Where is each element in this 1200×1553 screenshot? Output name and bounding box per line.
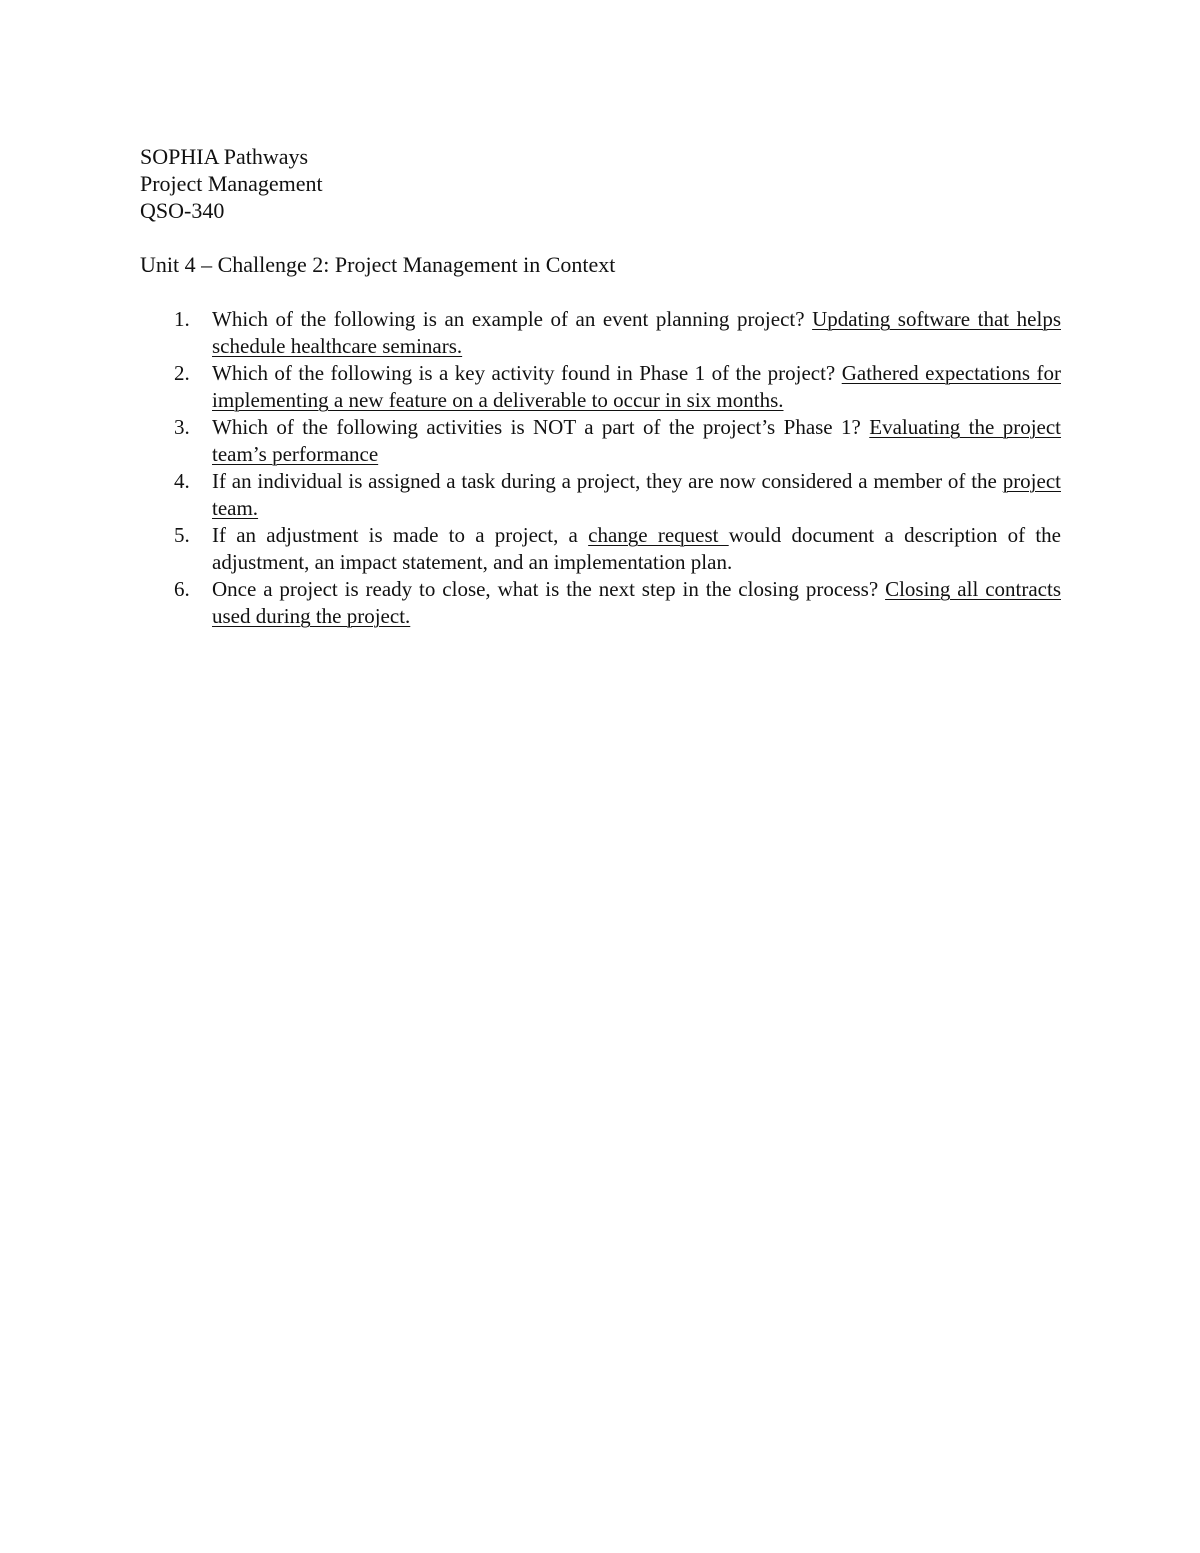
question-text-continued: would document a description of the adjustment, an impact statement, and an implementation plan.	[212, 523, 1062, 574]
question-text: Which of the following activities is NOT a part of the project’s Phase 1?	[212, 415, 870, 439]
question-item	[140, 522, 1061, 576]
question-text: Which of the following is a key activity found in Phase 1 of the project?	[212, 361, 842, 385]
answer-text: Closing all contracts used during the project.	[212, 577, 1061, 628]
assignment-title: Unit 4 – Challenge 2: Project Management in Context	[140, 252, 616, 277]
question-text: Which of the following is an example of an event planning project?	[212, 307, 813, 331]
question-list	[140, 306, 1061, 630]
question-number: 3.	[174, 415, 190, 439]
question-item	[140, 306, 1061, 360]
header-course-name: Project Management	[140, 171, 323, 196]
document-header	[140, 143, 323, 224]
question-number: 1.	[174, 307, 190, 331]
question-text: Once a project is ready to close, what is the next step in the closing process?	[212, 577, 886, 601]
question-item	[140, 414, 1061, 468]
answer-text: project team.	[212, 469, 1061, 520]
question-item	[140, 360, 1061, 414]
question-text: If an individual is assigned a task during a project, they are now considered a member of the	[212, 469, 1003, 493]
header-institution: SOPHIA Pathways	[140, 144, 309, 169]
question-text: If an adjustment is made to a project, a	[212, 523, 589, 547]
answer-text: Gathered expectations for implementing a new feature on a deliverable to occur in six months.	[212, 361, 1061, 412]
question-number: 6.	[174, 577, 190, 601]
answer-text: change request	[588, 523, 729, 547]
question-number: 4.	[174, 469, 190, 493]
question-item	[140, 576, 1061, 630]
question-number: 2.	[174, 361, 190, 385]
question-number: 5.	[174, 523, 190, 547]
answer-text: Evaluating the project team’s performance	[212, 415, 1062, 466]
answer-text: Updating software that helps schedule healthcare seminars.	[212, 307, 1061, 358]
question-item	[140, 468, 1061, 522]
header-course-code: QSO-340	[140, 198, 225, 223]
